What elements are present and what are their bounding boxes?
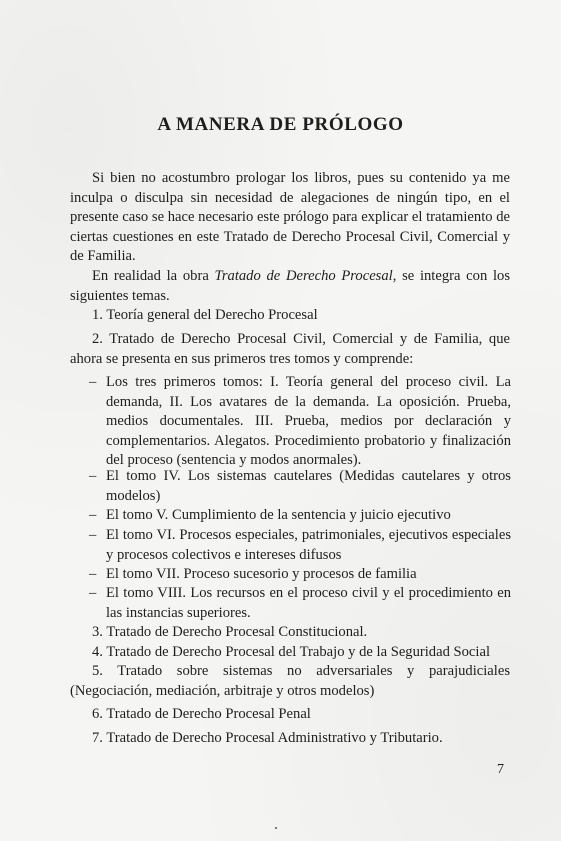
page-number: 7 xyxy=(497,762,504,777)
sublist-item-5: – El tomo VII. Proceso sucesorio y procesos de familia xyxy=(89,565,511,585)
paragraph-obra-before: En realidad la obra xyxy=(92,268,215,284)
list-item-3: 3. Tratado de Derecho Procesal Constitucional. xyxy=(92,624,368,640)
page-title: A MANERA DE PRÓLOGO xyxy=(157,114,404,135)
paragraph-obra-after: , se integra con los siguientes temas. xyxy=(70,268,510,304)
paper-speck xyxy=(275,827,277,829)
paragraph-intro: Si bien no acostumbro prologar los libros, pues su contenido ya me inculpa o disculpa sin necesidad de alegaciones de ningún tipo, en el presente caso se hace necesario este prólogo para explicar el tratamiento de ciertas cuestiones en este Tratado de Derecho Procesal Civil, Comercial y de Familia. xyxy=(70,170,510,265)
sublist-item-2: – El tomo IV. Los sistemas cautelares (Medidas cautelares y otros modelos) xyxy=(89,468,511,504)
dash-marker: – xyxy=(89,374,97,390)
list-item-7: 7. Tratado de Derecho Procesal Administrativo y Tributario. xyxy=(92,730,443,746)
sublist-item-3: – El tomo V. Cumplimiento de la sentencia y juicio ejecutivo xyxy=(89,506,511,526)
dash-marker: – xyxy=(89,527,97,543)
sublist-item-1: – Los tres primeros tomos: I. Teoría general del proceso civil. La demanda, II. Los avatares de la demanda. La oposición. Prueba, medios documentales. III. Prueba, medios por declaración y complementarios. Alegatos. Procedimiento probatorio y finalización del proceso (sentencia y modos anormales). xyxy=(89,374,511,469)
sublist-item-4: – El tomo VI. Procesos especiales, patrimoniales, ejecutivos especiales y procesos colectivos e intereses difusos xyxy=(89,527,511,563)
paragraph-obra-italic: Tratado de Derecho Procesal xyxy=(214,268,393,284)
sublist-item-6: – El tomo VIII. Los recursos en el proceso civil y el procedimiento en las instancias superiores. xyxy=(89,585,511,621)
paragraph-obra xyxy=(70,267,510,306)
list-item-4: 4. Tratado de Derecho Procesal del Trabajo y de la Seguridad Social xyxy=(92,644,490,660)
dash-marker: – xyxy=(89,507,97,523)
list-item-6: 6. Tratado de Derecho Procesal Penal xyxy=(92,706,311,722)
list-item-2: 2. Tratado de Derecho Procesal Civil, Comercial y de Familia, que ahora se presenta en sus primeros tres tomos y comprende: xyxy=(70,331,510,367)
dash-marker: – xyxy=(89,566,97,582)
list-item-5: 5. Tratado sobre sistemas no adversariales y parajudiciales (Negociación, mediación, arbitraje y otros modelos) xyxy=(70,663,510,699)
dash-marker: – xyxy=(89,468,97,484)
list-item-1: 1. Teoría general del Derecho Procesal xyxy=(92,307,318,323)
dash-marker: – xyxy=(89,585,97,601)
